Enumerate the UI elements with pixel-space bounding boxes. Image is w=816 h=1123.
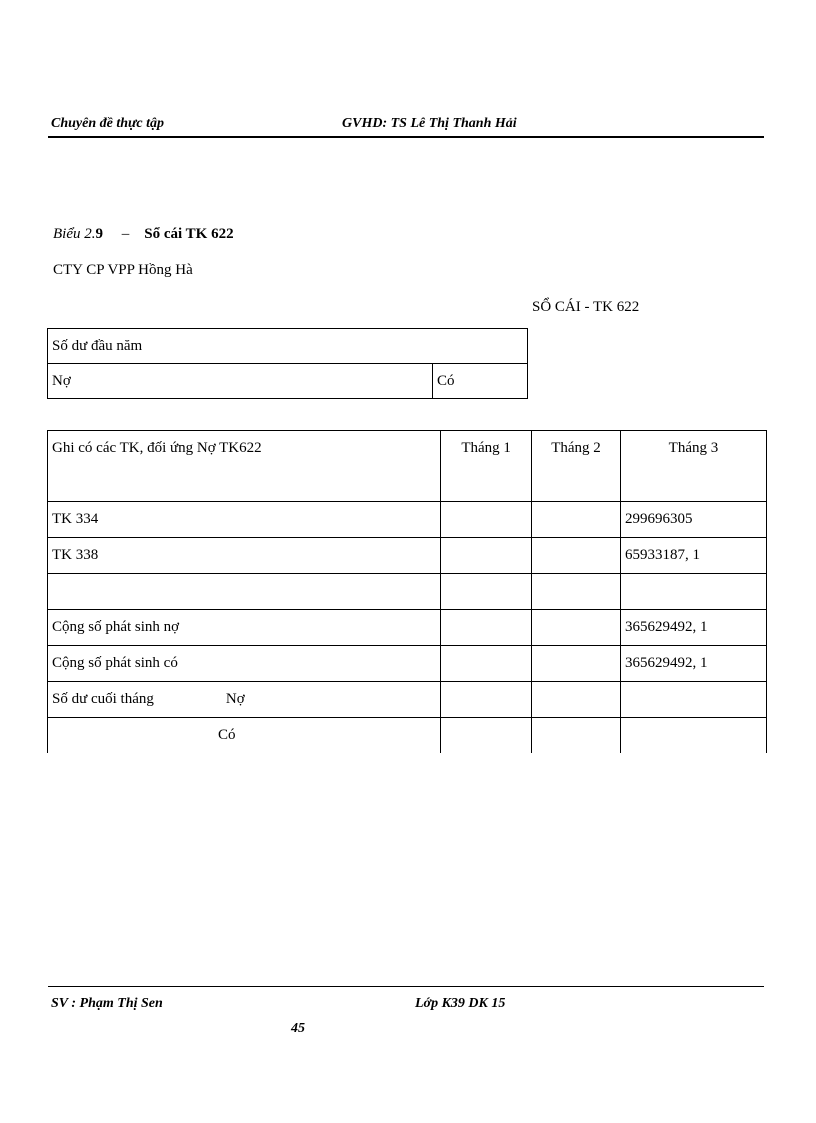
footer-student: SV : Phạm Thị Sen xyxy=(51,996,163,1011)
row-month-1 xyxy=(441,610,532,646)
row-label: Cộng số phát sinh có xyxy=(48,646,441,682)
header-rule xyxy=(48,136,764,138)
row-month-3 xyxy=(620,574,766,610)
row-month-2 xyxy=(532,646,621,682)
company-name: CTY CP VPP Hồng Hà xyxy=(53,262,193,278)
row-month-3: 365629492, 1 xyxy=(620,610,766,646)
row-month-2 xyxy=(532,502,621,538)
row-month-2 xyxy=(532,538,621,574)
opening-credit-label: Có xyxy=(433,364,528,399)
row-month-3: 299696305 xyxy=(620,502,766,538)
closing-credit-cell xyxy=(48,718,441,754)
row-month-1 xyxy=(441,502,532,538)
row-month-1 xyxy=(441,646,532,682)
row-label: Cộng số phát sinh nợ xyxy=(48,610,441,646)
closing-debit-cell xyxy=(48,682,441,718)
row-month-2 xyxy=(532,574,621,610)
row-month-1 xyxy=(441,538,532,574)
table-row xyxy=(48,646,767,682)
footer-rule xyxy=(48,986,764,987)
exhibit-title xyxy=(53,226,234,243)
table-row xyxy=(48,502,767,538)
opening-balance-title-row xyxy=(48,329,528,364)
table-row xyxy=(48,574,767,610)
closing-credit-row xyxy=(48,718,767,754)
header-month-2: Tháng 2 xyxy=(532,431,621,502)
row-label xyxy=(48,574,441,610)
row-month-1 xyxy=(441,574,532,610)
opening-balance-values-row xyxy=(48,364,528,399)
table-row xyxy=(48,610,767,646)
ledger-title: SỔ CÁI - TK 622 xyxy=(532,299,640,315)
footer-class: Lớp K39 DK 15 xyxy=(415,996,506,1011)
closing-label: Số dư cuối tháng xyxy=(52,691,154,707)
header-month-3: Tháng 3 xyxy=(620,431,766,502)
exhibit-dash: – xyxy=(121,226,130,242)
exhibit-name: Sổ cái TK 622 xyxy=(144,226,234,242)
exhibit-number: 9 xyxy=(95,226,103,242)
closing-debit-row xyxy=(48,682,767,718)
header-left: Chuyên đề thực tập xyxy=(51,116,165,131)
opening-balance-title: Số dư đầu năm xyxy=(48,329,528,364)
row-label: TK 338 xyxy=(48,538,441,574)
ledger-table xyxy=(47,430,767,753)
header-right: GVHD: TS Lê Thị Thanh Hải xyxy=(342,116,517,131)
ledger-header-row xyxy=(48,431,767,502)
header-month-1: Tháng 1 xyxy=(441,431,532,502)
header-account: Ghi có các TK, đối ứng Nợ TK622 xyxy=(48,431,441,502)
closing-credit-label: Có xyxy=(218,727,236,743)
exhibit-label: Biểu 2. xyxy=(53,226,96,242)
opening-debit-label: Nợ xyxy=(48,364,433,399)
row-label: TK 334 xyxy=(48,502,441,538)
page-number: 45 xyxy=(291,1021,305,1036)
opening-balance-table xyxy=(47,328,528,399)
row-month-3: 65933187, 1 xyxy=(620,538,766,574)
row-month-2 xyxy=(532,610,621,646)
table-row xyxy=(48,538,767,574)
row-month-3: 365629492, 1 xyxy=(620,646,766,682)
closing-debit-label: Nợ xyxy=(225,691,245,707)
